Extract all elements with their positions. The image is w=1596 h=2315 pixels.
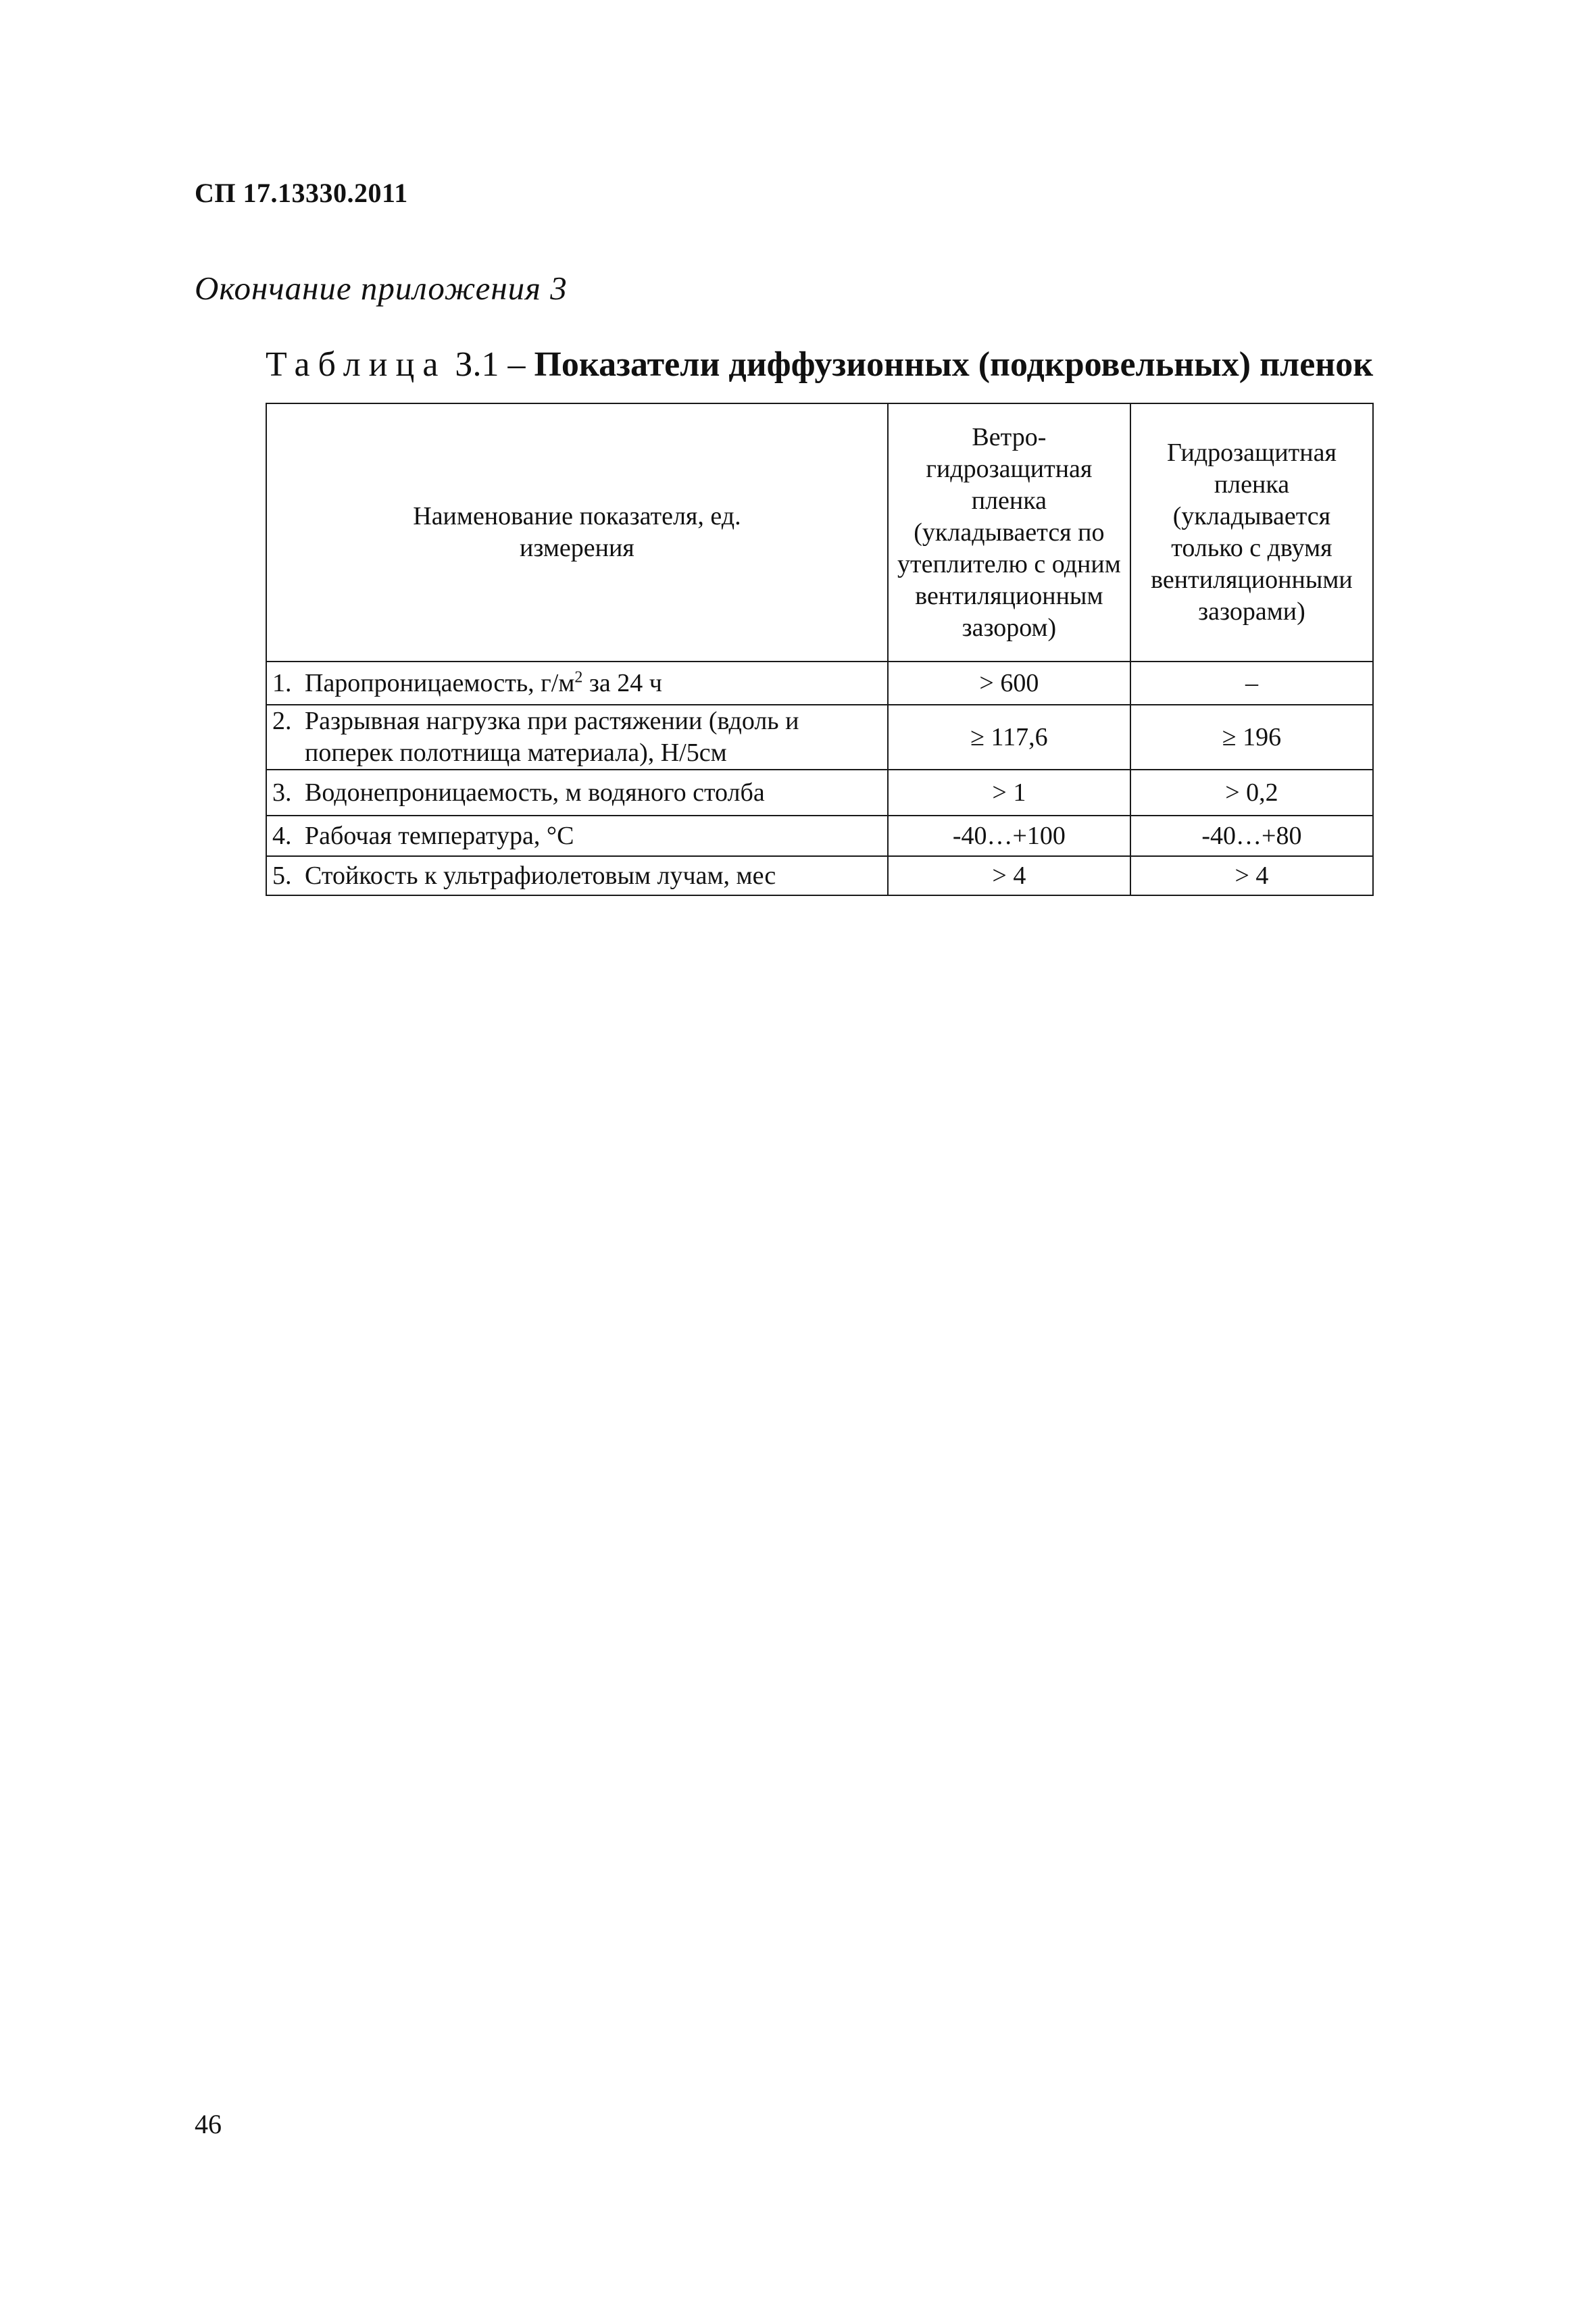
value-waterproof: – — [1130, 662, 1373, 705]
row-label: 2. Разрывная нагрузка при растяжении (вдоль и поперек полотнища материала), Н/5см — [266, 705, 888, 770]
table-row — [266, 662, 1373, 705]
row-label: 3. Водонепроницаемость, м водяного столба — [266, 770, 888, 816]
table-row — [266, 856, 1373, 895]
table-caption-number: З.1 – — [446, 345, 534, 384]
header-waterproof-film: Гидрозащитная пленка (укладывается только с двумя вентиляционными зазорами) — [1130, 403, 1373, 662]
value-windproof: > 4 — [888, 856, 1130, 895]
document-code: СП 17.13330.2011 — [195, 178, 408, 208]
row-label: 5. Стойкость к ультрафиолетовым лучам, мес — [266, 856, 888, 895]
value-windproof: > 1 — [888, 770, 1130, 816]
row-label: 1. Паропроницаемость, $г/м^2$ за 24 ч — [266, 662, 888, 705]
value-waterproof: -40…+80 — [1130, 816, 1373, 856]
value-waterproof: > 0,2 — [1130, 770, 1373, 816]
value-windproof: > 600 — [888, 662, 1130, 705]
table-caption-label: Таблица — [266, 345, 447, 384]
appendix-subtitle: Окончание приложения 3 — [195, 270, 568, 307]
table-row — [266, 816, 1373, 856]
properties-table — [266, 403, 1374, 896]
table-caption — [266, 345, 1373, 384]
table-header-row — [266, 403, 1373, 662]
table-row — [266, 770, 1373, 816]
page-number: 46 — [195, 2109, 222, 2139]
value-windproof: -40…+100 — [888, 816, 1130, 856]
value-waterproof: ≥ 196 — [1130, 705, 1373, 770]
table-caption-title: Показатели диффузионных (подкровельных) пленок — [534, 345, 1374, 384]
value-waterproof: > 4 — [1130, 856, 1373, 895]
header-indicator-name: Наименование показателя, ед. измерения — [266, 403, 888, 662]
header-windproof-film: Ветро-гидрозащитная пленка (укладывается по утеплителю с одним вентиляционным зазором) — [888, 403, 1130, 662]
value-windproof: ≥ 117,6 — [888, 705, 1130, 770]
table-row — [266, 705, 1373, 770]
row-label: 4. Рабочая температура, °С — [266, 816, 888, 856]
